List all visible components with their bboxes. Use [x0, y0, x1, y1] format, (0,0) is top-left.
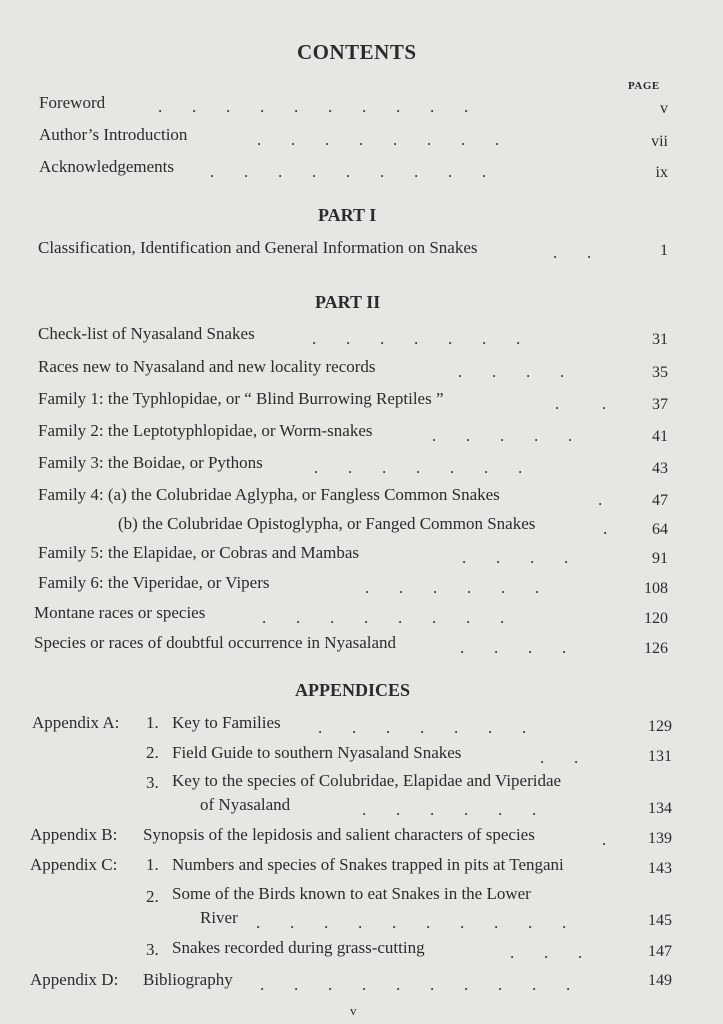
toc-entry[interactable]	[39, 93, 105, 113]
toc-entry[interactable]	[38, 389, 444, 409]
appendix-a-label: Appendix A:	[32, 713, 120, 732]
page-number: 131	[648, 748, 672, 765]
leader-dots: . . . . . . . .	[262, 608, 505, 627]
appendix-item[interactable]: Key to Families	[172, 713, 281, 732]
appendix-item[interactable]: Numbers and species of Snakes trapped in pits at Tengani	[172, 855, 564, 874]
toc-entry[interactable]	[38, 357, 376, 377]
entry-label: Family 6: the Viperidae, or Vipers	[38, 573, 270, 592]
leader-dots: . . . .	[462, 548, 569, 567]
leader-dots: . . . .	[460, 638, 567, 657]
toc-entry[interactable]	[39, 125, 187, 145]
page-number: 149	[648, 972, 672, 989]
page-number: v	[660, 100, 668, 117]
toc-entry[interactable]	[38, 324, 255, 344]
entry-label: Classification, Identification and General Information on Snakes	[38, 238, 478, 257]
page-column-label: PAGE	[628, 80, 660, 92]
appendix-item-number: 1.	[146, 713, 159, 732]
appendix-item[interactable]: Some of the Birds known to eat Snakes in the Lower	[172, 884, 531, 903]
page-number: 1	[660, 242, 668, 259]
appendix-item-number: 2.	[146, 887, 159, 906]
entry-label: Family 1: the Typhlopidae, or “ Blind Burrowing Reptiles ”	[38, 389, 444, 408]
entry-label: Check-list of Nyasaland Snakes	[38, 324, 255, 343]
page-number: 37	[652, 396, 668, 413]
appendix-item-number: 1.	[146, 855, 159, 874]
leader-dots: . . . . . . .	[312, 329, 521, 348]
appendix-item[interactable]: Key to the species of Colubridae, Elapidae and Viperidae	[172, 771, 562, 790]
page-number: 126	[644, 640, 668, 657]
toc-entry[interactable]	[34, 603, 205, 623]
toc-entry[interactable]	[34, 633, 396, 653]
part-heading: PART I	[318, 205, 377, 225]
leader-dots: .	[603, 519, 608, 538]
page-number: 43	[652, 460, 668, 477]
appendix-item[interactable]: Synopsis of the lepidosis and salient characters of species	[143, 825, 535, 844]
toc-entry[interactable]	[38, 421, 372, 441]
page-number: 108	[644, 580, 668, 597]
entry-label: Family 5: the Elapidae, or Cobras and Mambas	[38, 543, 360, 562]
entry-label: Species or races of doubtful occurrence in Nyasaland	[34, 633, 397, 652]
leader-dots: . . . . . . . . . .	[256, 913, 567, 932]
folio: v	[350, 1003, 357, 1018]
entry-label: Foreword	[39, 93, 106, 112]
page-number: 64	[652, 521, 668, 538]
entry-label: Family 4: (a) the Colubridae Aglypha, or Fangless Common Snakes	[38, 485, 500, 504]
page-number: 41	[652, 428, 668, 445]
entry-label: Races new to Nyasaland and new locality records	[38, 357, 376, 376]
leader-dots: . . . . .	[432, 426, 573, 445]
leader-dots: . . .	[510, 943, 583, 962]
appendix-item-number: 3.	[146, 773, 159, 792]
page-number: 35	[652, 364, 668, 381]
leader-dots: . . . . . . . .	[257, 130, 500, 149]
page-number: ix	[655, 164, 668, 181]
appendix-d-label: Appendix D:	[30, 970, 119, 989]
page-number: 31	[652, 331, 668, 348]
toc-entry[interactable]	[38, 453, 263, 473]
leader-dots: .	[598, 490, 603, 509]
page-number: 91	[652, 550, 668, 567]
appendix-b-label: Appendix B:	[30, 825, 118, 844]
toc-entry[interactable]	[38, 573, 270, 593]
appendix-item-continuation: of Nyasaland	[200, 795, 291, 814]
entry-label: Family 2: the Leptotyphlopidae, or Worm-snakes	[38, 421, 373, 440]
toc-entry[interactable]	[38, 543, 359, 563]
part-heading: PART II	[315, 292, 381, 312]
leader-dots: . . . . . . . . . .	[158, 97, 469, 116]
leader-dots: .	[602, 830, 607, 849]
leader-dots: . . . . . . . . . .	[260, 975, 571, 994]
appendix-item-number: 2.	[146, 743, 159, 762]
leader-dots: . . . . . . . . .	[210, 162, 487, 181]
toc-entry[interactable]	[38, 485, 500, 505]
entry-label: Acknowledgements	[39, 157, 175, 176]
page-number: 120	[644, 610, 668, 627]
appendix-item-number: 3.	[146, 940, 159, 959]
appendix-c-label: Appendix C:	[30, 855, 118, 874]
page-number: 143	[648, 860, 672, 877]
appendix-item[interactable]: Field Guide to southern Nyasaland Snakes	[172, 743, 462, 762]
toc-entry[interactable]	[118, 514, 535, 534]
appendices-heading: APPENDICES	[295, 680, 411, 700]
leader-dots: . . . . . . .	[314, 458, 523, 477]
entry-label: (b) the Colubridae Opistoglypha, or Fanged Common Snakes	[118, 514, 536, 533]
entry-label: Montane races or species	[34, 603, 206, 622]
entry-label: Family 3: the Boidae, or Pythons	[38, 453, 263, 472]
toc-entry[interactable]	[39, 157, 174, 177]
page-number: 145	[648, 912, 672, 929]
leader-dots: . . . . . .	[362, 800, 537, 819]
entry-label: Author’s Introduction	[39, 125, 188, 144]
page-number: 139	[648, 830, 672, 847]
leader-dots: . . . .	[458, 362, 565, 381]
leader-dots: . .	[553, 243, 592, 262]
page-title: CONTENTS	[297, 40, 417, 64]
appendix-item[interactable]: Snakes recorded during grass-cutting	[172, 938, 425, 957]
page-number: 47	[652, 492, 668, 509]
page-number: 147	[648, 943, 672, 960]
leader-dots: . . . . . .	[365, 578, 540, 597]
toc-entry[interactable]	[38, 238, 478, 258]
leader-dots: . . . . . . .	[318, 718, 527, 737]
appendix-item[interactable]: Bibliography	[143, 970, 233, 989]
page-number: 129	[648, 718, 672, 735]
leader-dots: . .	[540, 748, 579, 767]
page-number: 134	[648, 800, 672, 817]
appendix-item-continuation: River	[200, 908, 238, 927]
leader-dots: . .	[555, 394, 606, 413]
page-number: vii	[651, 133, 668, 150]
